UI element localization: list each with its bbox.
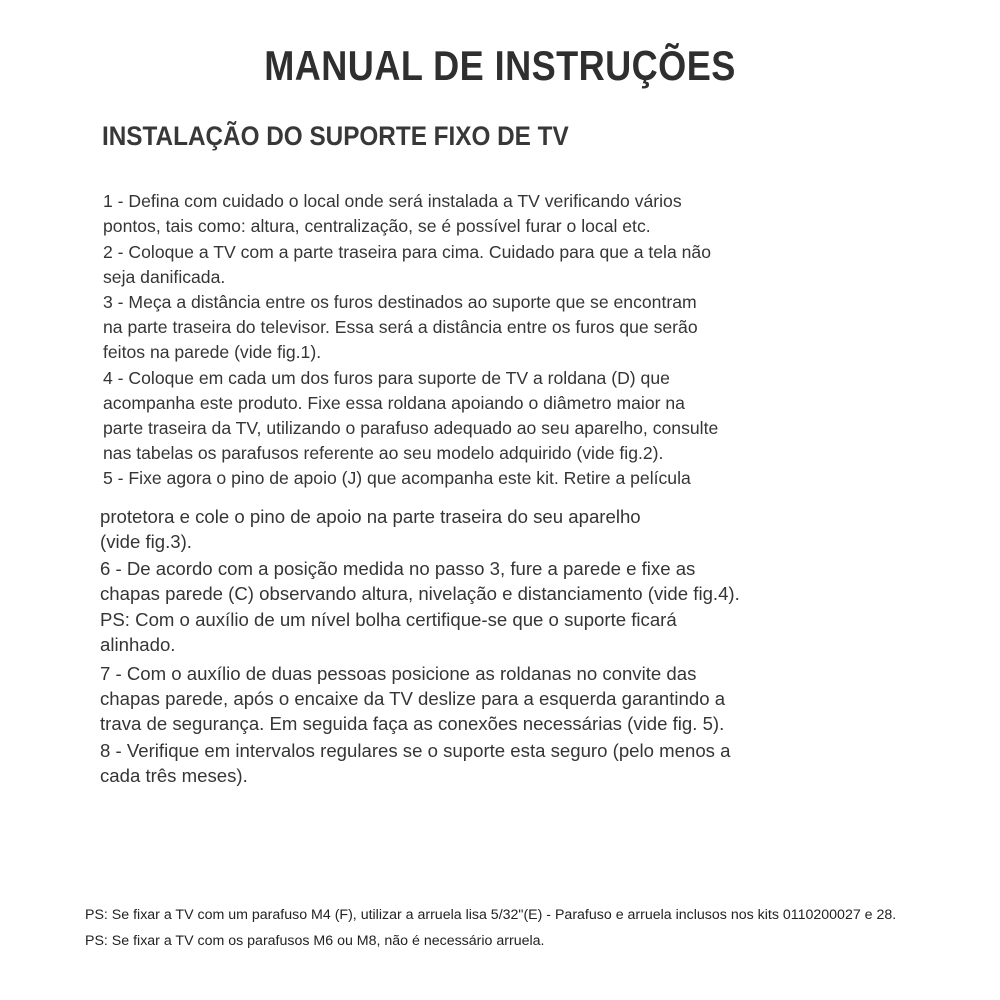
footnote-washer: PS: Se fixar a TV com um parafuso M4 (F), utilizar a arruela lisa 5/32"(E) - Parafuso e arruela inclusos nos kits 0110200027 e 28. xyxy=(85,907,897,923)
step-1: 1 - Defina com cuidado o local onde será instalada a TV verificando vários pontos, tais como: altura, centralização, se é possível furar o local etc. xyxy=(103,191,682,236)
step-3: 3 - Meça a distância entre os furos destinados ao suporte que se encontram na parte traseira do televisor. Essa será a distância entre os furos que serão feitos na parede (vide fig.1). xyxy=(103,292,698,362)
step-5: 5 - Fixe agora o pino de apoio (J) que acompanha este kit. Retire a película xyxy=(103,468,691,488)
step-6: 6 - De acordo com a posição medida no passo 3, fure a parede e fixe as chapas parede (C) observando altura, nivelação e distanciamento (vide fig.4). xyxy=(100,558,740,604)
section-subtitle: INSTALAÇÃO DO SUPORTE FIXO DE TV xyxy=(102,121,569,151)
step-7: 7 - Com o auxílio de duas pessoas posicione as roldanas no convite das chapas parede, após o encaixe da TV deslize para a esquerda garantindo a trava de segurança. Em seguida faça as conexões necessárias (vide fig. 5). xyxy=(100,663,726,734)
level-note: PS: Com o auxílio de um nível bolha certifique-se que o suporte ficará alinhado. xyxy=(100,609,677,655)
step-8: 8 - Verifique em intervalos regulares se o suporte esta seguro (pelo menos a cada três meses). xyxy=(100,740,731,786)
step-2: 2 - Coloque a TV com a parte traseira para cima. Cuidado para que a tela não seja danificada. xyxy=(103,242,711,287)
footnote-no-washer: PS: Se fixar a TV com os parafusos M6 ou M8, não é necessário arruela. xyxy=(85,933,545,949)
step-5-continued: protetora e cole o pino de apoio na parte traseira do seu aparelho (vide fig.3). xyxy=(100,506,641,552)
step-4: 4 - Coloque em cada um dos furos para suporte de TV a roldana (D) que acompanha este produto. Fixe essa roldana apoiando o diâmetro maior na parte traseira da TV, utilizando o parafuso adequado ao seu aparelho, consulte nas tabelas os parafusos referente ao seu modelo adquirido (vide fig.2). xyxy=(103,368,719,463)
page-title: MANUAL DE INSTRUÇÕES xyxy=(264,42,736,89)
